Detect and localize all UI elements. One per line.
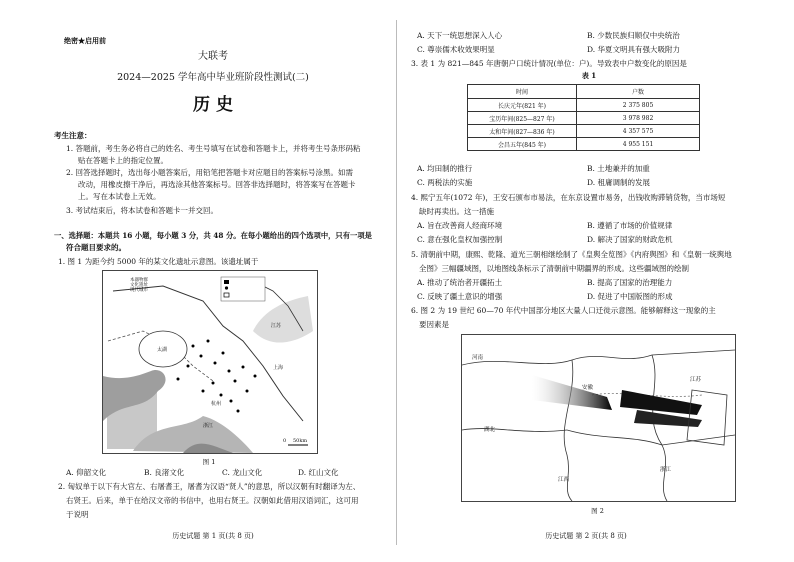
notice-line: 贴在答题卡上的指定位置。 (78, 156, 168, 165)
figure-1-map (102, 270, 318, 454)
q2-option-b[interactable]: B. 少数民族归顺仅中央统治 (587, 31, 680, 40)
map-label: 太湖 (157, 347, 168, 353)
map-label: 杭州 (211, 401, 222, 407)
table-cell: 4 955 151 (577, 138, 700, 151)
notice-line: 3. 考试结束后，将本试卷和答题卡一并交回。 (66, 206, 219, 215)
q4-option-a[interactable]: A. 旨在改善商人经商环境 (417, 221, 503, 230)
q1-option-c[interactable]: C. 龙山文化 (222, 468, 263, 477)
q1-option-a[interactable]: A. 仰韶文化 (66, 468, 107, 477)
table-cell: 3 978 982 (577, 112, 700, 125)
table-header-cell: 时间 (468, 85, 577, 99)
q3-option-c[interactable]: C. 两税法的实施 (417, 178, 473, 187)
notice-line: 2. 回答选择题时，选出每小题答案后，用铅笔把答题卡对应题目的答案标号涂黑。如需 (66, 168, 354, 177)
right-page (397, 0, 794, 562)
q4-option-d[interactable]: D. 解决了国家的财政危机 (587, 235, 673, 244)
table-header-cell: 户数 (577, 85, 700, 99)
q2-option-a[interactable]: A. 天下一统思想深入人心 (417, 31, 503, 40)
figure-2-map (461, 334, 736, 502)
notice-line: 改动，用橡皮擦干净后，再选涂其他答案标号。回答非选择题时，将答案写在答题卡 (78, 180, 356, 189)
question-4-stem: 4. 熙宁五年(1072 年)，王安石颁布市易法，在东京设置市易务，出钱收购滞销货物，当市场短 (411, 193, 726, 202)
question-5-stem: 5. 清朝前中期，康熙、乾隆、道光三朝相继绘制了《皇舆全览图》《内府舆图》和《皇朝一统舆地 (411, 250, 732, 259)
map-label: 浙江 (203, 423, 214, 429)
question-5-stem: 全图》三幅疆域图，以地图线条标示了清朝前中期疆界的形成。这些疆域图的绘制 (419, 264, 689, 273)
subject-title: 历 史 (193, 95, 233, 115)
table-1 (467, 84, 700, 151)
question-6-stem: 要因素是 (419, 320, 449, 329)
q5-option-d[interactable]: D. 促进了中国版图的形成 (587, 292, 673, 301)
table-cell: 4 357 575 (577, 125, 700, 138)
figure-1-caption: 图 1 (202, 458, 216, 466)
figure-2-caption: 图 2 (591, 507, 604, 515)
question-6-stem: 6. 图 2 为 19 世纪 60—70 年代中国部分地区大量人口迁徙示意图。能够解释这一现象的主 (411, 306, 716, 315)
question-4-stem: 缺时再卖出。这一措施 (419, 207, 494, 216)
table-header-row (468, 85, 700, 99)
legend-item: 本器物群 (130, 278, 148, 283)
notice-line: 上。写在本试卷上无效。 (78, 192, 161, 201)
table-cell: 会昌五年(845 年) (468, 138, 577, 151)
exam-title: 2024—2025 学年高中毕业班阶段性测试(二) (117, 72, 309, 83)
question-2-stem: 2. 匈奴单于以下有大官左、右屠耆王，屠耆为汉语“贤人”的意思，所以汉朝有时翻译为左、 (58, 482, 361, 491)
table-1-title: 表 1 (581, 71, 597, 80)
map-label: 江西 (558, 477, 570, 483)
table-cell: 太和年间(827—836 年) (468, 125, 577, 138)
q3-option-b[interactable]: B. 土地兼并的加重 (587, 164, 650, 173)
question-1-stem: 1. 图 1 为距今约 5000 年的某文化遗址示意图。该遗址属于 (58, 257, 259, 266)
q3-option-d[interactable]: D. 租庸调制的发展 (587, 178, 651, 187)
map-label: 上海 (273, 365, 284, 371)
scale-zero: 0 (283, 438, 287, 444)
q1-option-b[interactable]: B. 良渚文化 (144, 468, 185, 477)
figure-2-drawing (462, 335, 735, 501)
map-label: 安徽 (582, 385, 594, 391)
q2-option-d[interactable]: D. 华夏文明具有强大吸附力 (587, 45, 681, 54)
q2-option-c[interactable]: C. 尊崇儒术收效果明显 (417, 45, 495, 54)
table-cell: 宝历年间(825—827 年) (468, 112, 577, 125)
question-2-stem: 于说明 (66, 510, 89, 519)
table-row (468, 112, 700, 125)
page-footer: 历史试题 第 1 页(共 8 页) (172, 532, 254, 540)
confidential-mark: 绝密★启用前 (64, 36, 106, 45)
map-label: 湖北 (484, 427, 496, 433)
table-row (468, 99, 700, 112)
map-label: 浙江 (660, 467, 672, 473)
scale-label: 50km (293, 438, 308, 444)
q5-option-b[interactable]: B. 提高了国家的治理能力 (587, 278, 673, 287)
section-heading: 一、选择题：本题共 16 小题，每小题 3 分，共 48 分。在每小题给出的四个选项中，只有一项是 (54, 231, 372, 240)
q4-option-c[interactable]: C. 意在强化皇权加强控制 (417, 235, 503, 244)
map-label: 江苏 (690, 377, 702, 383)
question-3-stem: 3. 表 1 为 821—845 年唐朝户口统计情况(单位：户)。导致表中户数变化的原因是 (411, 59, 687, 68)
map-label: 江苏 (271, 323, 282, 329)
legend-item: 文化遗址 (130, 283, 148, 288)
section-heading-cont: 符合题目要求的。 (66, 243, 126, 252)
notice-title: 考生注意： (54, 131, 92, 140)
legend-item: 现代城市 (130, 288, 148, 293)
page-footer: 历史试题 第 2 页(共 8 页) (545, 532, 627, 540)
table-row (468, 138, 700, 151)
q5-option-a[interactable]: A. 推动了统治者开疆拓土 (417, 278, 503, 287)
table-row (468, 125, 700, 138)
q5-option-c[interactable]: C. 反映了疆土意识的增强 (417, 292, 503, 301)
exam-org: 大联考 (198, 51, 228, 62)
table-cell: 2 375 805 (577, 99, 700, 112)
question-2-stem: 右贤王。后来，单于在给汉文帝的书信中，也用右贤王。汉朝如此借用汉语词汇，这可用 (66, 496, 359, 505)
q3-option-a[interactable]: A. 均田制的推行 (417, 164, 473, 173)
q4-option-b[interactable]: B. 遵循了市场的价值规律 (587, 221, 673, 230)
map-label: 河南 (472, 355, 484, 361)
notice-line: 1. 答题前，考生务必将自己的姓名、考生号填写在试卷和答题卡上，并将考生号条形码粘 (66, 144, 361, 153)
table-cell: 长庆元年(821 年) (468, 99, 577, 112)
q1-option-d[interactable]: D. 红山文化 (298, 468, 339, 477)
